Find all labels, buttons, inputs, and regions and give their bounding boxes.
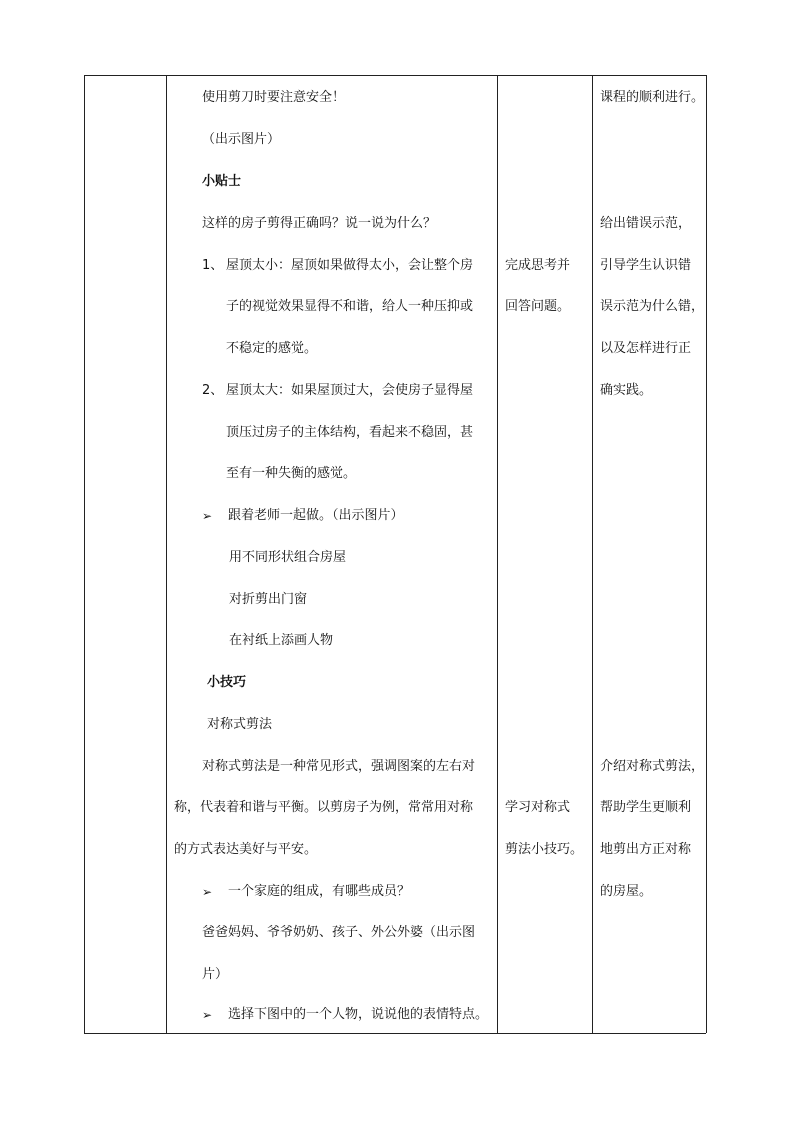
intent-1-line-2: 引导学生认识错 [600,258,692,273]
bullet-family-members: 一个家庭的组成，有哪些成员？ [228,884,411,899]
item-1-line-3: 不稳定的感觉。 [226,341,318,356]
student-activity-1-line-1: 完成思考并 [505,258,571,273]
item-1-line-1: 屋顶太小：屋顶如果做得太小，会让整个房 [226,258,474,273]
intent-1-line-5: 确实践。 [600,383,653,398]
student-activity-1-line-2: 回答问题。 [505,299,571,314]
step-3: 在衬纸上添画人物 [229,633,334,648]
table-top-border [84,75,706,76]
item-2-line-3: 至有一种失衡的感觉。 [226,466,357,481]
item-2-line-1: 屋顶太大：如果屋顶过大，会使房子显得屋 [226,383,474,398]
table-border-left [84,75,85,1033]
intent-2-line-3: 地剪出方正对称 [600,842,692,857]
step-1: 用不同形状组合房屋 [229,550,347,565]
student-activity-2-line-1: 学习对称式 [505,800,571,815]
item-2-number: 2、 [202,383,224,398]
intent-1-line-4: 以及怎样进行正 [600,341,692,356]
column-divider-1 [166,75,167,1033]
intent-2-line-4: 的房屋。 [600,884,653,899]
safety-note: 使用剪刀时要注意安全！ [202,90,346,105]
intent-1-line-1: 给出错误示范， [600,216,692,231]
intent-1-line-3: 误示范为什么错， [600,299,705,314]
bullet-arrow-icon: ➢ [202,885,213,899]
item-2-line-2: 顶压过房子的主体结构，看起来不稳固，甚 [226,425,474,440]
item-1-number: 1、 [202,258,224,273]
show-picture-note: （出示图片） [202,132,281,147]
column-divider-2 [497,75,498,1033]
item-1-line-2: 子的视觉效果显得不和谐，给人一种压抑或 [226,299,474,314]
intent-2-line-1: 介绍对称式剪法， [600,759,705,774]
bullet-choose-character: 选择下图中的一个人物，说说他的表情特点。 [228,1007,489,1022]
skill-heading: 小技巧 [207,675,247,690]
intent-top-line: 课程的顺利进行。 [600,90,705,105]
tips-heading: 小贴士 [202,174,242,189]
bullet-follow-teacher: 跟着老师一起做。（出示图片） [228,508,404,523]
paragraph-line-3: 的方式表达美好与平安。 [174,842,318,857]
student-activity-2-line-2: 剪法小技巧。 [505,842,584,857]
members-line-2: 片） [202,967,229,982]
paragraph-line-1: 对称式剪法是一种常见形式，强调图案的左右对 [202,759,476,774]
paragraph-line-2: 称，代表着和谐与平衡。以剪房子为例，常常用对称 [174,800,474,815]
table-bottom-border [84,1033,706,1034]
table-border-right [706,75,707,1033]
members-line-1: 爸爸妈妈、爷爷奶奶、孩子、外公外婆（出示图 [202,925,476,940]
bullet-arrow-icon: ➢ [202,1008,213,1022]
bullet-arrow-icon: ➢ [202,509,213,523]
intent-2-line-2: 帮助学生更顺利 [600,800,692,815]
column-divider-3 [592,75,593,1033]
step-2: 对折剪出门窗 [229,592,308,607]
question-text: 这样的房子剪得正确吗？说一说为什么？ [202,216,437,231]
skill-name: 对称式剪法 [207,717,273,732]
